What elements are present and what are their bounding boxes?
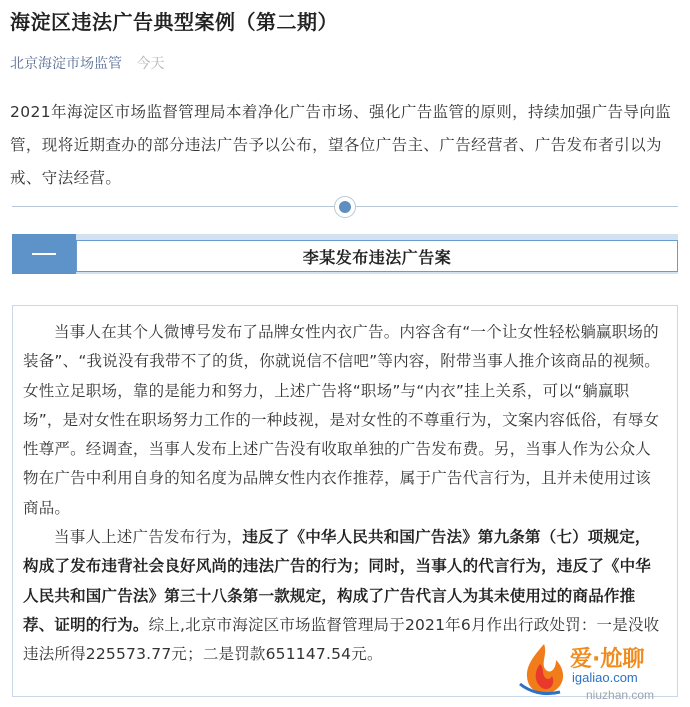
case-text-lead: 当事人上述广告发布行为， <box>54 528 243 547</box>
watermark-url-secondary: niuzhan.com <box>586 688 655 702</box>
watermark-brand: 爱·尬聊 <box>570 647 645 672</box>
article-title: 海淀区违法广告典型案例（第二期） <box>10 10 338 34</box>
publish-time: 今天 <box>136 56 165 72</box>
intro-paragraph: 2021年海淀区市场监督管理局本着净化广告市场、强化广告监管的原则，持续加强广告导向监管，现将近期查办的部分违法广告予以公布，望各位广告主、广告经营者、广告发布者引以为戒、守法经营。 <box>10 103 672 187</box>
watermark <box>514 640 684 706</box>
dash-icon <box>32 253 56 255</box>
case-paragraph-1: 当事人在其个人微博号发布了品牌女性内衣广告。内容含有“一个让女性轻松躺赢职场的装备”、“我说没有我带不了的货，你就说信不信吧”等内容，附带当事人推介该商品的视频。女性立足职场，靠的是能力和努力，上述广告将“职场”与“内衣”挂上关系，可以“躺赢职场”，是对女性在职场努力工作的一种歧视，是对女性的不尊重行为，文案内容低俗，有辱女性尊严。经调查，当事人发布上述广告没有收取单独的广告发布费。另，当事人作为公众人物在广告中利用自身的知名度为品牌女性内衣作推荐，属于广告代言行为，且并未使用过该商品。 <box>23 323 660 517</box>
section-heading: 李某发布违法广告案 <box>302 247 452 267</box>
case-text-violation: 违反了《中华人民共和国广告法》第九条第（七）项规定，构成了发布违背社会良好风尚的违法广告的行为；同时，当事人的代言行为，违反了《中华人民共和国广告法》第三十八条第一款规定，构成了广告代言人为其未使用过的商品作推荐、证明的行为。 <box>23 528 652 634</box>
section-header-tab <box>12 234 76 274</box>
watermark-url-primary: igaliao.com <box>572 670 638 685</box>
divider-dot-icon <box>334 196 356 218</box>
author-link[interactable]: 北京海淀市场监管 <box>10 56 122 72</box>
case-body <box>23 318 663 670</box>
flame-logo-icon <box>514 640 570 700</box>
article-meta <box>10 53 164 73</box>
case-text-penalty: 综上,北京市海淀区市场监督管理局于2021年6月作出行政处罚：一是没收违法所得225573.77元；二是罚款651147.54元。 <box>23 615 660 664</box>
section-header-box <box>76 240 678 272</box>
